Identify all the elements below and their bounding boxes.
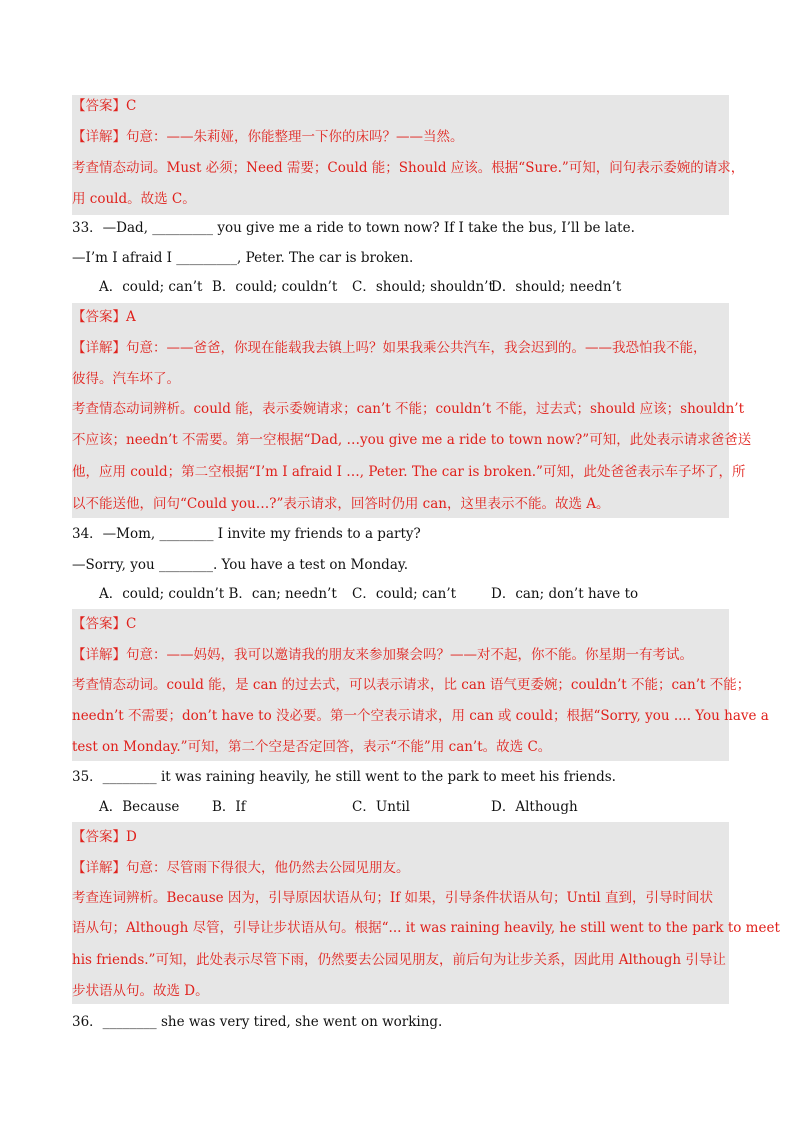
detail-35-line-1: 【详解】句意：尽管雨下得很大，他仍然去公园见朋友。 xyxy=(72,860,410,876)
detail-34-line-3: needn’t 不需要；don’t have to 没必要。第一个空表示请求，用 can 或 could；根据“Sorry, you .... You have a xyxy=(72,708,769,724)
detail-33-line-6: 以不能送他，问句“Could you…?”表示请求，回答时仍用 can，这里表示不能。故选 A。 xyxy=(72,496,610,512)
option-35-b: B．If xyxy=(212,799,246,815)
option-33-c: C．should; shouldn’t xyxy=(352,279,494,295)
detail-35-line-3: 语从句；Although 尽管，引导让步状语从句。根据“... it was raining heavily, he still went to the park to meet xyxy=(72,920,780,936)
question-33-stem-1: 33．—Dad, _________ you give me a ride to town now? If I take the bus, I’ll be late. xyxy=(72,220,635,236)
option-35-a: A．Because xyxy=(99,799,180,815)
detail-33-line-3: 考查情态动词辨析。could 能，表示委婉请求；can’t 不能；couldn’t 不能，过去式；should 应该；shouldn’t xyxy=(72,401,744,417)
detail-35-line-5: 步状语从句。故选 D。 xyxy=(72,983,209,999)
question-33-stem-2: —I’m I afraid I _________, Peter. The car is broken. xyxy=(72,250,414,266)
option-33-d: D．should; needn’t xyxy=(491,279,622,295)
detail-32-line-1: 【详解】句意：——朱莉娅，你能整理一下你的床吗？——当然。 xyxy=(72,129,464,145)
detail-33-line-1: 【详解】句意：——爸爸，你现在能载我去镇上吗？如果我乘公共汽车，我会迟到的。——我恐怕我不能， xyxy=(72,340,707,356)
detail-34-line-1: 【详解】句意：——妈妈，我可以邀请我的朋友来参加聚会吗？——对不起，你不能。你星期一有考试。 xyxy=(72,647,693,663)
option-33-a: A．could; can’t xyxy=(99,279,203,295)
question-34-stem-1: 34．—Mom, ________ I invite my friends to a party? xyxy=(72,526,421,542)
question-36-stem-1: 36．________ she was very tired, she went on working. xyxy=(72,1014,443,1030)
option-34-ab: A．could; couldn’t B．can; needn’t xyxy=(99,586,337,602)
answer-block-35 xyxy=(72,822,729,1004)
option-35-c: C．Until xyxy=(352,799,410,815)
answer-35: 【答案】D xyxy=(72,829,137,845)
detail-32-line-2: 考查情态动词。Must 必须；Need 需要；Could 能；Should 应该。根据“Sure.”可知，问句表示委婉的请求， xyxy=(72,160,745,176)
question-35-stem-1: 35．________ it was raining heavily, he still went to the park to meet his friends. xyxy=(72,769,616,785)
detail-35-line-2: 考查连词辨析。Because 因为，引导原因状语从句；If 如果，引导条件状语从句；Until 直到，引导时间状 xyxy=(72,890,713,906)
answer-33: 【答案】A xyxy=(72,309,136,325)
detail-33-line-5: 他，应用 could；第二空根据“I’m I afraid I …, Peter. The car is broken.”可知，此处爸爸表示车子坏了，所 xyxy=(72,464,746,480)
detail-34-line-2: 考查情态动词。could 能，是 can 的过去式，可以表示请求，比 can 语气更委婉；couldn’t 不能；can’t 不能； xyxy=(72,677,751,693)
option-34-d: D．can; don’t have to xyxy=(491,586,639,602)
answer-32: 【答案】C xyxy=(72,98,137,114)
detail-32-line-3: 用 could。故选 C。 xyxy=(72,191,196,207)
detail-34-line-4: test on Monday.”可知，第二个空是否定回答，表示“不能”用 can’t。故选 C。 xyxy=(72,739,552,755)
detail-33-line-2: 彼得。汽车坏了。 xyxy=(72,371,180,387)
option-35-d: D．Although xyxy=(491,799,578,815)
question-34-stem-2: —Sorry, you ________. You have a test on Monday. xyxy=(72,557,408,573)
detail-35-line-4: his friends.”可知，此处表示尽管下雨，仍然要去公园见朋友，前后句为让步关系，因此用 Although 引导让 xyxy=(72,952,726,968)
answer-34: 【答案】C xyxy=(72,616,137,632)
option-33-b: B．could; couldn’t xyxy=(212,279,338,295)
detail-33-line-4: 不应该；needn’t 不需要。第一空根据“Dad, …you give me a ride to town now?”可知，此处表示请求爸爸送 xyxy=(72,432,752,448)
option-34-c: C．could; can’t xyxy=(352,586,457,602)
